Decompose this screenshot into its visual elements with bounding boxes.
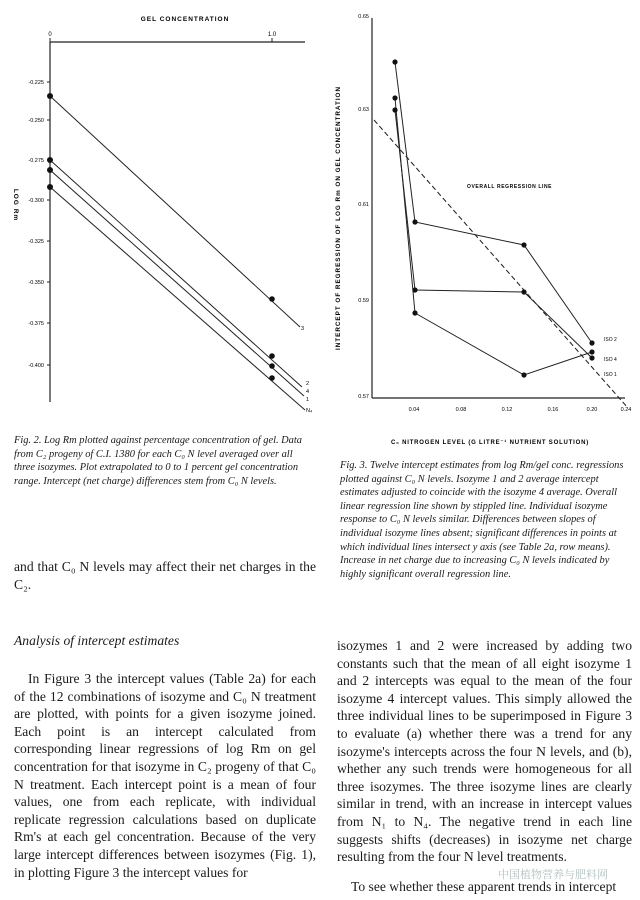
fig2-line-label-1: 1	[306, 397, 310, 403]
fig3-x-label: C₀ NITROGEN LEVEL (G LITRE⁻¹ NUTRIENT SOLUTION)	[390, 440, 590, 446]
fig2-x-tick-0: 0	[48, 32, 52, 38]
fig3-series-label-iso1: ISO 1	[604, 372, 617, 378]
body-paragraph-1: and that C₀ N levels may affect their net charges in the C₂.	[14, 559, 316, 592]
figure-3	[330, 0, 640, 450]
fig2-y-tick-2: -0.275	[28, 158, 44, 164]
fig3-caption-text: Twelve intercept estimates from log Rm/gel conc. regressions plotted against C₀ N levels. Isozyme 1 and 2 average intercept estimates adjusted to coincide with the isozyme 4 average. Overall linear regression line shown by stippled line. Individual isozyme response to C₀ N levels similar. Differences between slopes of individual isozyme lines absent; significant differences in points at which individual lines intersect y axis (see Table 2a, row means). Increase in net charge due to increasing C₀ N levels indicated by highly significant overall regression line.	[340, 460, 624, 580]
fig2-y-label: LOG Rm	[12, 188, 19, 222]
fig2-line-label-4: 4	[306, 389, 310, 395]
fig2-caption	[14, 434, 316, 488]
fig2-caption-num: Fig. 2.	[14, 435, 42, 446]
fig2-line-label-2: 2	[306, 381, 310, 387]
fig2-y-tick-6: -0.375	[28, 321, 44, 327]
fig2-caption-text: Log Rm plotted against percentage concentration of gel. Data from C₂ progeny of C.I. 1380 for each C₀ N level averaged over all three isozymes. Plot extrapolated to 0 to 1 percent gel concentration range. Intercept (net charge) differences stem from C₀ N levels.	[14, 435, 302, 487]
watermark: 中国植物营养与肥料网	[498, 868, 608, 881]
fig3-series-label-iso4: ISO 4	[604, 357, 617, 363]
fig2-y-tick-0: -0.225	[28, 80, 44, 86]
fig3-caption-num: Fig. 3.	[340, 460, 368, 471]
fig3-x-tick-1: 0.08	[455, 407, 467, 413]
fig3-x-tick-5: 0.24	[620, 407, 632, 413]
fig3-y-tick-4: 0.57	[358, 394, 369, 400]
fig3-regression-label: OVERALL REGRESSION LINE	[467, 184, 553, 190]
section-heading: Analysis of intercept estimates	[14, 633, 180, 648]
fig2-points	[47, 93, 275, 381]
fig3-caption	[340, 459, 632, 581]
fig2-y-tick-1: -0.250	[28, 118, 44, 124]
fig2-y-tick-7: -0.400	[28, 363, 44, 369]
fig2-line-label-3: 3	[301, 326, 305, 332]
fig3-x-tick-3: 0.16	[547, 407, 559, 413]
fig3-y-label: INTERCEPT OF REGRESSION OF LOG Rm ON GEL CONCENTRATION	[335, 85, 342, 351]
body-paragraph-2: In Figure 3 the intercept values (Table 2a) for each of the 12 combinations of isozyme and C₀ N treatment are plotted, with points for a given isozyme joined. Each point is an intercept calculated from corresponding linear regressions of log Rm on gel concentration for that isozyme in C₂ progeny of that C₀ N treatment. Each intercept point is a mean of four values, one from each replicate, with individual replicate regression calculations based on duplicate Rm's at each gel concentration. Because of the very large intercept differences between isozymes (Fig. 1), in plotting Figure 3 the intercept values for	[14, 671, 316, 880]
body-paragraph-4: To see whether these apparent trends in intercept	[351, 879, 617, 894]
fig2-y-tick-4: -0.325	[28, 239, 44, 245]
fig2-top-label: GEL CONCENTRATION	[140, 16, 230, 23]
fig3-x-tick-0: 0.04	[408, 407, 420, 413]
fig2-y-tick-3: -0.300	[28, 198, 44, 204]
fig2-x-tick-1: 1.0	[267, 32, 277, 38]
body-paragraph-3: isozymes 1 and 2 were increased by adding two constants such that the mean of all eight isozyme 1 and 2 intercepts was equal to the mean of the four isozyme 4 intercept values. This simply allowed the three individual lines to be superimposed in Figure 3 to evaluate (a) whether there was a trend for any isozyme's intercepts across the four N levels, and (b), whether any such trends were homogeneous for all three isozymes. The three isozyme lines are clearly similar in trend, with an increase in intercept values from N₁ to N₄. The negative trend in each line suggests shifts (decreases) in isozyme net charge resulting from the four N level treatments.	[337, 638, 632, 865]
fig3-points	[392, 59, 594, 377]
fig3-series	[395, 62, 592, 375]
fig2-line-label-n4: N₄	[306, 408, 313, 414]
fig3-y-tick-1: 0.63	[358, 107, 369, 113]
fig3-y-tick-0: 0.65	[358, 14, 369, 20]
fig3-y-tick-2: 0.61	[358, 202, 369, 208]
fig2-y-tick-5: -0.350	[28, 280, 44, 286]
fig3-x-tick-2: 0.12	[501, 407, 513, 413]
fig3-y-tick-3: 0.59	[358, 298, 369, 304]
fig3-x-tick-4: 0.20	[586, 407, 598, 413]
figure-2	[0, 0, 330, 420]
fig3-series-label-iso2: ISO 2	[604, 337, 617, 343]
fig2-lines	[50, 96, 305, 410]
